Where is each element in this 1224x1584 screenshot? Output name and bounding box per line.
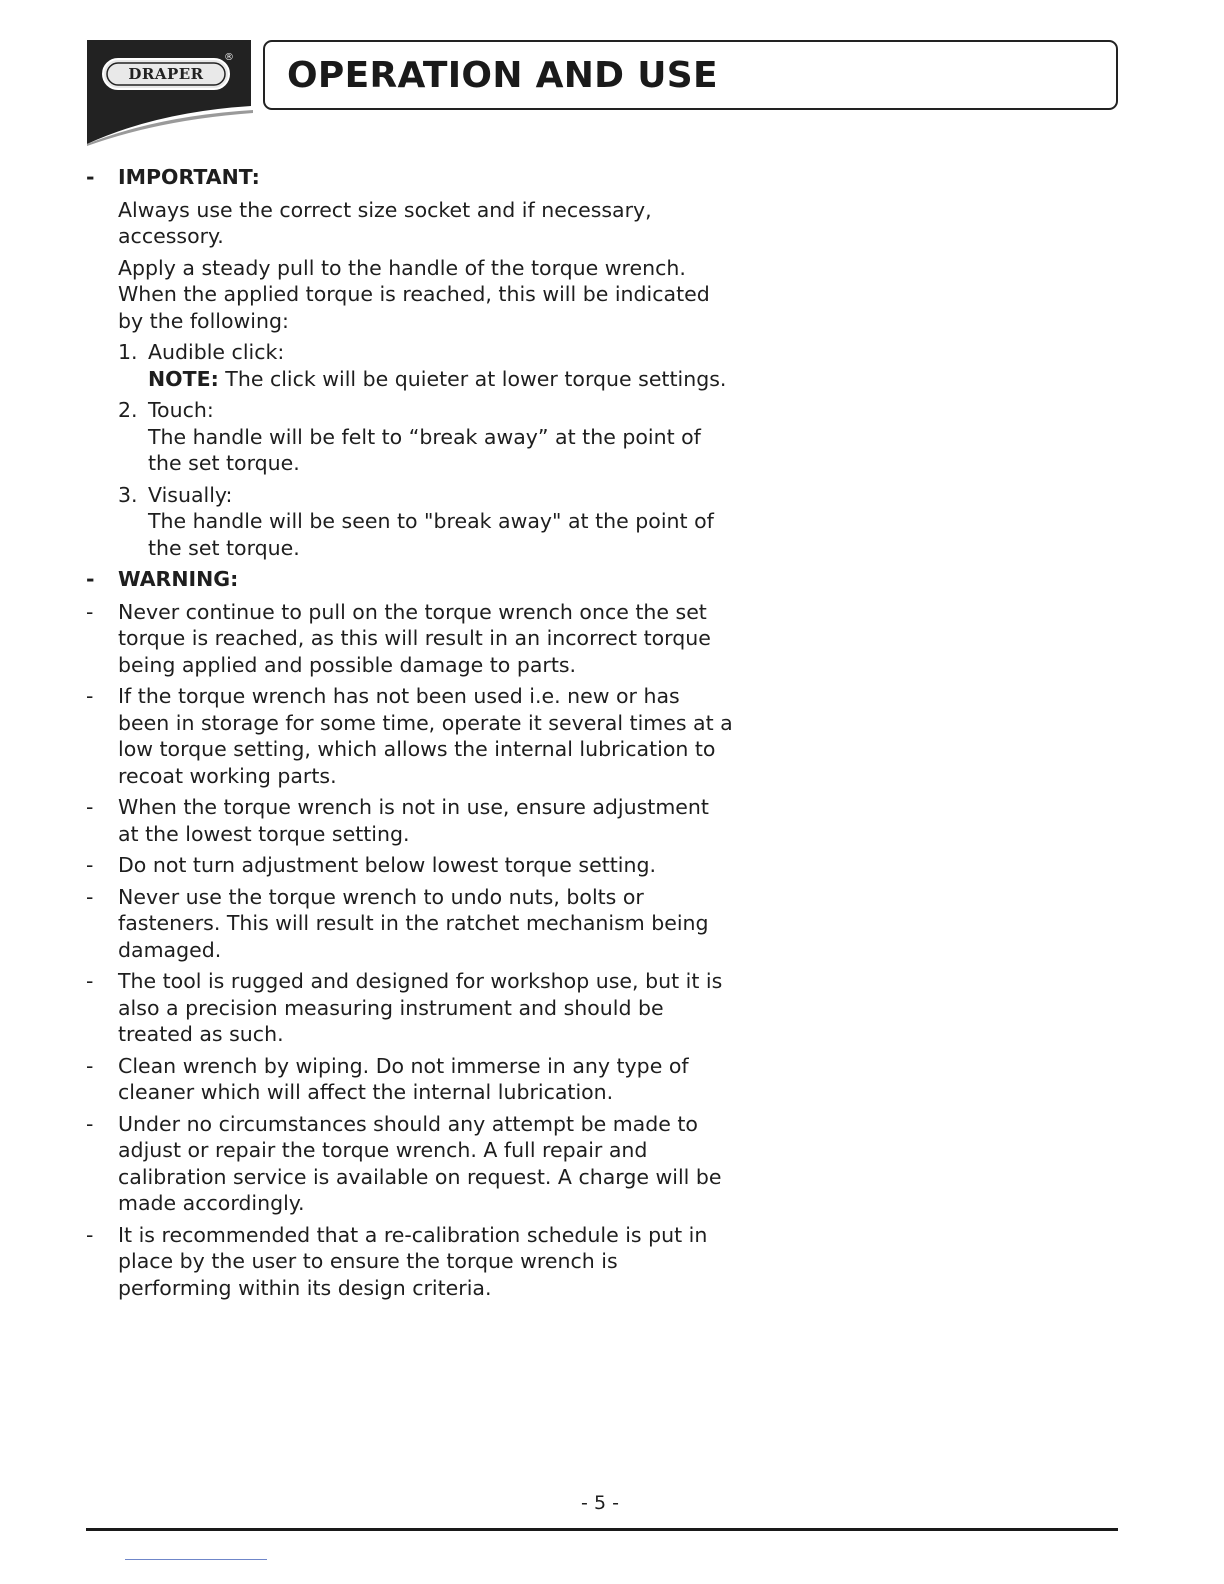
- brand-name: DRAPER: [128, 65, 204, 83]
- item-number: 3.: [118, 482, 138, 507]
- bullet-marker: -: [86, 969, 94, 993]
- list-item: [86, 599, 736, 679]
- bullet-marker: -: [86, 599, 94, 624]
- bullet-marker: -: [86, 1111, 94, 1136]
- item-detail: [148, 366, 736, 393]
- bullet-text: Do not turn adjustment below lowest torque setting.: [118, 853, 657, 877]
- item-number: 2.: [118, 398, 138, 422]
- bullet-text: Under no circumstances should any attempt be made to adjust or repair the torque wrench. A full repair and calibration service is available on request. A charge will be made accordingly.: [118, 1111, 722, 1215]
- item-detail: The handle will be felt to “break away” at the point of the set torque.: [148, 424, 701, 475]
- page-title-box: [263, 40, 1118, 110]
- bullet-marker: -: [86, 684, 94, 708]
- item-detail: The handle will be seen to "break away" at the point of the set torque.: [148, 509, 714, 560]
- list-item: [86, 884, 736, 964]
- bullet-marker: -: [86, 1222, 94, 1247]
- bullet-text: If the torque wrench has not been used i.e. new or has been in storage for some time, operate it several times at a low torque setting, which allows the internal lubrication to recoat working parts.: [118, 684, 733, 788]
- note-label: NOTE:: [148, 366, 219, 391]
- list-item: [86, 683, 736, 789]
- list-item: [86, 1222, 736, 1302]
- item-number: 1.: [118, 340, 138, 364]
- bullet-marker: -: [86, 795, 94, 819]
- underline-mark: [125, 1559, 267, 1560]
- document-body: [86, 164, 736, 1306]
- paragraph: Always use the correct size socket and if necessary, accessory.: [118, 197, 652, 248]
- bullet-text: Clean wrench by wiping. Do not immerse in any type of cleaner which will affect the internal lubrication.: [118, 1053, 689, 1104]
- bullet-text: Never use the torque wrench to undo nuts, bolts or fasteners. This will result in the ratchet mechanism being damaged.: [118, 884, 709, 962]
- bullet-marker: -: [86, 853, 94, 877]
- bullet-text: When the torque wrench is not in use, ensure adjustment at the lowest torque setting.: [118, 795, 709, 846]
- footer-rule: [86, 1528, 1118, 1531]
- page-number: - 5 -: [581, 1492, 619, 1514]
- list-item: [86, 968, 736, 1048]
- list-item: [86, 794, 736, 847]
- bullet-marker: -: [86, 1053, 94, 1078]
- section-marker: -: [86, 567, 95, 591]
- page-title: OPERATION AND USE: [287, 54, 718, 96]
- item-title: Touch:: [148, 398, 214, 422]
- numbered-item: [118, 482, 736, 562]
- bullet-text: Never continue to pull on the torque wrench once the set torque is reached, as this will result in an incorrect torque being applied and possible damage to parts.: [118, 599, 711, 677]
- numbered-item: [118, 339, 736, 392]
- registered-mark: ®: [224, 52, 234, 63]
- list-item: [86, 852, 736, 879]
- warning-heading: WARNING:: [118, 567, 239, 591]
- item-title: Visually:: [148, 482, 233, 507]
- list-item: [86, 1053, 736, 1106]
- list-item: [86, 1111, 736, 1217]
- important-section: [86, 164, 736, 566]
- bullet-marker: -: [86, 884, 94, 909]
- brand-logo: [87, 40, 255, 146]
- numbered-item: [118, 397, 736, 477]
- item-title: Audible click:: [148, 340, 285, 364]
- important-heading: IMPORTANT:: [118, 165, 260, 189]
- bullet-text: It is recommended that a re-calibration schedule is put in place by the user to ensure the torque wrench is performing within its design criteria.: [118, 1222, 708, 1300]
- paragraph: Apply a steady pull to the handle of the torque wrench. When the applied torque is reached, this will be indicated by the following:: [118, 255, 710, 333]
- warning-section: [86, 566, 736, 599]
- note-text: The click will be quieter at lower torque settings.: [218, 366, 727, 391]
- bullet-text: The tool is rugged and designed for workshop use, but it is also a precision measuring instrument and should be treated as such.: [118, 969, 723, 1046]
- section-marker: -: [86, 165, 95, 189]
